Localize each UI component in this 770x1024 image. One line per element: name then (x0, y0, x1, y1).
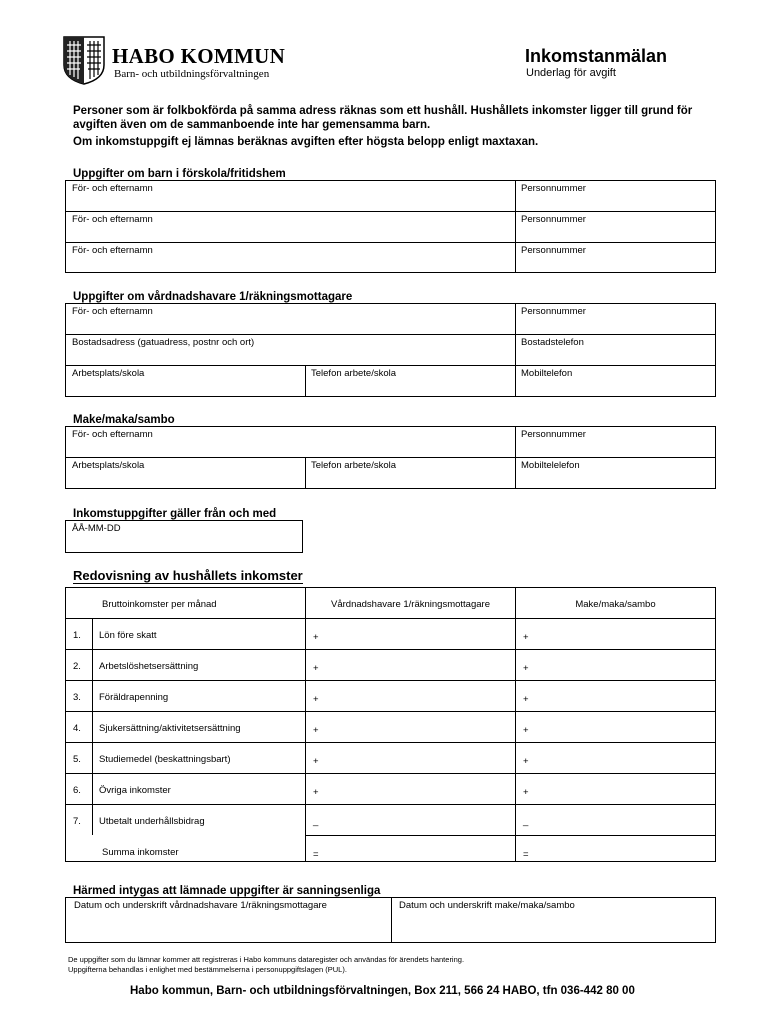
child-3-name-field[interactable]: För- och efternamn (72, 245, 153, 256)
partner-section-title: Make/maka/sambo (73, 414, 175, 426)
income-row-label: Övriga inkomster (99, 785, 171, 796)
intro-paragraph: Personer som är folkbokförda på samma adress räknas som ett hushåll. Hushållets inkomster ligger till grund för avgiften även om de sammanboende inte har gemensamma barn. (73, 105, 693, 131)
income-row-label: Föräldrapenning (99, 692, 169, 703)
guardian-mobile-field[interactable]: Mobiltelefon (521, 368, 573, 379)
income-guardian-other-field[interactable]: + (313, 787, 319, 798)
income-row-number: 4. (73, 723, 81, 734)
document-subtitle: Underlag för avgift (526, 67, 616, 79)
org-name: HABO KOMMUN (112, 44, 286, 68)
guardian-pnr-field[interactable]: Personnummer (521, 306, 586, 317)
income-guardian-unemployment-field[interactable]: + (313, 663, 319, 674)
child-2-name-field[interactable]: För- och efternamn (72, 214, 153, 225)
valid-from-date-field[interactable]: ÅÅ-MM-DD (72, 523, 121, 534)
income-row-number: 2. (73, 661, 81, 672)
income-row-number: 1. (73, 630, 81, 641)
privacy-note-2: Uppgifterna behandlas i enlighet med bestämmelserna i personuppgiftslagen (PUL). (68, 965, 347, 974)
income-row-label: Utbetalt underhållsbidrag (99, 816, 205, 827)
guardian-work-field[interactable]: Arbetsplats/skola (72, 368, 145, 379)
partner-table (65, 426, 716, 489)
child-1-pnr-field[interactable]: Personnummer (521, 183, 586, 194)
partner-signature-field[interactable]: Datum och underskrift make/maka/sambo (399, 900, 575, 911)
income-guardian-maintenance-field[interactable]: _ (313, 816, 319, 827)
child-3-pnr-field[interactable]: Personnummer (521, 245, 586, 256)
income-guardian-parental-field[interactable]: + (313, 694, 319, 705)
guardian-home-phone-field[interactable]: Bostadstelefon (521, 337, 584, 348)
income-row-label: Studiemedel (beskattningsbart) (99, 754, 231, 765)
income-partner-salary-field[interactable]: + (523, 632, 529, 643)
children-table (65, 180, 716, 273)
income-partner-sum-field[interactable]: = (523, 849, 529, 860)
privacy-note-1: De uppgifter som du lämnar kommer att registreras i Habo kommuns dataregister och användas för ärendets hantering. (68, 955, 465, 964)
income-row-number: 7. (73, 816, 81, 827)
income-section-title: Redovisning av hushållets inkomster (73, 568, 303, 583)
income-row-label: Lön före skatt (99, 630, 157, 641)
guardian-section-title: Uppgifter om vårdnadshavare 1/räkningsmottagare (73, 291, 353, 303)
income-guardian-sum-field[interactable]: = (313, 849, 319, 860)
valid-from-title: Inkomstuppgifter gäller från och med (73, 508, 277, 520)
income-guardian-sickness-field[interactable]: + (313, 725, 319, 736)
certify-title: Härmed intygas att lämnade uppgifter är sanningsenliga (73, 885, 381, 897)
income-header-guardian: Vårdnadshavare 1/räkningsmottagare (331, 599, 490, 610)
income-row-number: 5. (73, 754, 81, 765)
income-partner-maintenance-field[interactable]: _ (523, 816, 529, 827)
guardian-signature-field[interactable]: Datum och underskrift vårdnadshavare 1/räkningsmottagare (74, 900, 327, 911)
income-row-number: 6. (73, 785, 81, 796)
intro-maxtaxa-note: Om inkomstuppgift ej lämnas beräknas avgiften efter högsta belopp enligt maxtaxan. (73, 136, 539, 148)
income-row-number: 3. (73, 692, 81, 703)
income-header-category: Bruttoinkomster per månad (102, 599, 217, 610)
signature-table (65, 897, 716, 943)
guardian-name-field[interactable]: För- och efternamn (72, 306, 153, 317)
income-partner-sickness-field[interactable]: + (523, 725, 529, 736)
partner-work-phone-field[interactable]: Telefon arbete/skola (311, 460, 397, 471)
child-1-name-field[interactable]: För- och efternamn (72, 183, 153, 194)
income-header-partner: Make/maka/sambo (575, 599, 656, 610)
income-table (65, 587, 716, 862)
child-2-pnr-field[interactable]: Personnummer (521, 214, 586, 225)
income-guardian-salary-field[interactable]: + (313, 632, 319, 643)
income-partner-unemployment-field[interactable]: + (523, 663, 529, 674)
income-row-label: Sjukersättning/aktivitetsersättning (99, 723, 241, 734)
income-sum-label: Summa inkomster (102, 847, 179, 858)
income-row-label: Arbetslöshetsersättning (99, 661, 199, 672)
footer-address: Habo kommun, Barn- och utbildningsförvaltningen, Box 211, 566 24 HABO, tfn 036-442 80 00 (130, 985, 635, 997)
guardian-work-phone-field[interactable]: Telefon arbete/skola (311, 368, 397, 379)
document-title: Inkomstanmälan (525, 46, 668, 66)
valid-from-box (65, 520, 303, 553)
income-partner-study-field[interactable]: + (523, 756, 529, 767)
income-guardian-study-field[interactable]: + (313, 756, 319, 767)
guardian-address-field[interactable]: Bostadsadress (gatuadress, postnr och ort) (72, 337, 255, 348)
partner-work-field[interactable]: Arbetsplats/skola (72, 460, 145, 471)
partner-name-field[interactable]: För- och efternamn (72, 429, 153, 440)
habo-kommun-logo (62, 35, 106, 85)
income-partner-other-field[interactable]: + (523, 787, 529, 798)
partner-mobile-field[interactable]: Mobiltelelefon (521, 460, 580, 471)
income-partner-parental-field[interactable]: + (523, 694, 529, 705)
guardian-table (65, 303, 716, 397)
partner-pnr-field[interactable]: Personnummer (521, 429, 586, 440)
org-subtitle: Barn- och utbildningsförvaltningen (114, 68, 270, 80)
children-section-title: Uppgifter om barn i förskola/fritidshem (73, 168, 286, 180)
